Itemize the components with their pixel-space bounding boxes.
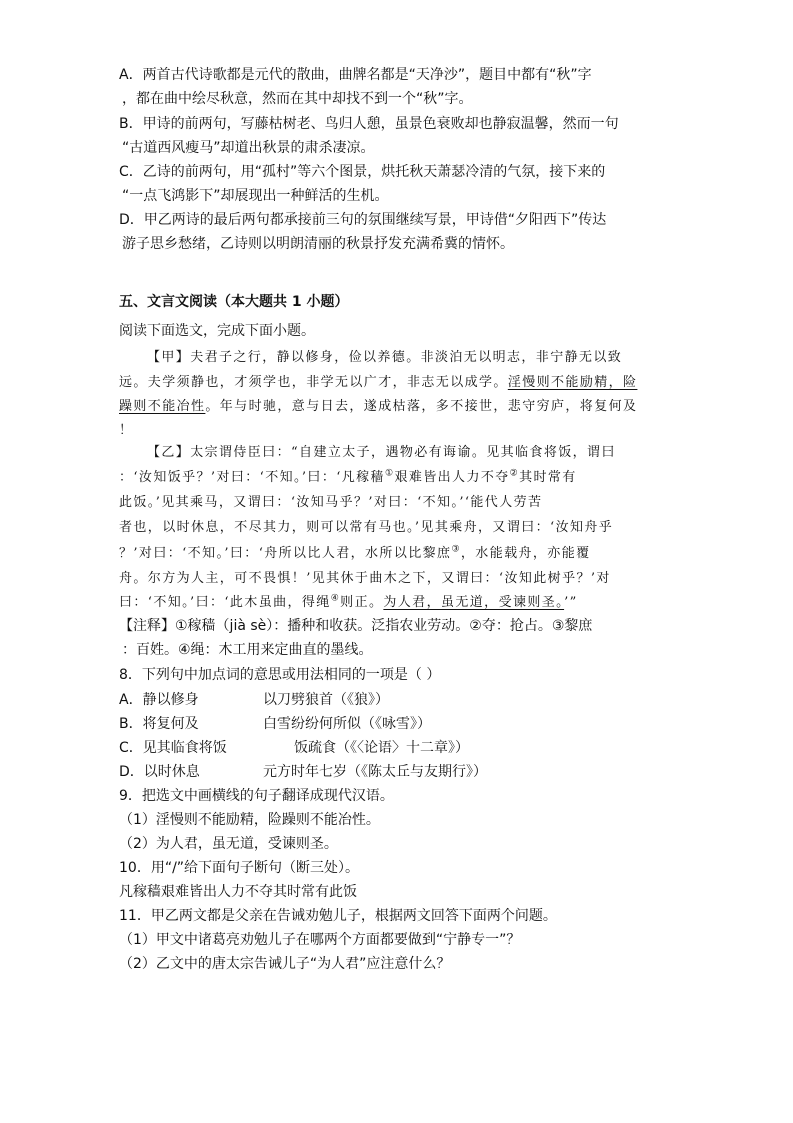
option-b-line-2: “古道西风瘦马”却道出秋景的肃杀凄凉。 bbox=[122, 140, 375, 156]
note-marker-2: ② bbox=[509, 468, 520, 479]
underlined-sentence-1a: 淫慢则不能励精，险 bbox=[507, 375, 638, 390]
passage-jia-line-2 bbox=[119, 374, 637, 392]
q8-option-d-right: 元方时年七岁（《陈太丘与友期行》） bbox=[263, 764, 487, 780]
passage-yi-text: ，水能载舟，亦能覆 bbox=[460, 546, 591, 561]
notes-line-1: 【注释】①稼穑（jià sè）：播种和收获。泛指农业劳动。②夺：抢占。③黎庶 bbox=[119, 618, 593, 634]
underlined-sentence-2: 为人君，虽无道，受谏则圣。 bbox=[383, 595, 565, 610]
passage-jia-line-3 bbox=[119, 398, 637, 416]
option-b-line-1: B．甲诗的前两句，写藤枯树老、鸟归人憩，虽景色衰败却也静寂温馨，然而一句 bbox=[119, 116, 619, 132]
q8-option-d-left: D．以时休息 bbox=[119, 764, 200, 780]
passage-jia-text: 远。夫学须静也，才须学也，非学无以广才，非志无以成学。 bbox=[119, 375, 508, 390]
passage-yi-text: 艰难皆出人力不夺 bbox=[394, 470, 510, 485]
passage-yi-text: ？’对曰：‘不知。’曰：‘舟所以比人君，水所以比黎庶 bbox=[119, 546, 452, 561]
q8-option-a-left: A．静以修身 bbox=[119, 692, 199, 708]
passage-yi-line-6: 舟。尔方为人主，可不畏惧！’见其休于曲木之下，又谓曰：‘汝知此树乎？’对 bbox=[119, 571, 611, 586]
option-a-line-1: A．两首古代诗歌都是元代的散曲，曲牌名都是“天净沙”，题目中都有“秋”字 bbox=[119, 67, 592, 83]
q9-part-1: （1）淫慢则不能励精，险躁则不能冶性。 bbox=[119, 812, 380, 828]
q9-stem: 9．把选文中画横线的句子翻译成现代汉语。 bbox=[119, 788, 394, 804]
passage-jia-line-4: ！ bbox=[119, 423, 134, 438]
q8-option-c-left: C．见其临食将饭 bbox=[119, 740, 227, 756]
passage-yi-line-3: 此饭。’见其乘马，又谓曰：‘汝知马乎？’对曰：‘不知。’‘能代人劳苦 bbox=[119, 495, 543, 510]
passage-yi-text: ：‘汝知饭乎？’对曰：‘不知。’曰：‘凡稼穑 bbox=[119, 470, 385, 485]
q8-option-b-right: 白雪纷纷何所似（《咏雪》） bbox=[263, 716, 431, 732]
passage-yi-line-4: 者也，以时休息，不尽其力，则可以常有马也。’见其乘舟，又谓曰：‘汝知舟乎 bbox=[119, 520, 614, 535]
option-c-line-2: “一点飞鸿影下”却展现出一种鲜活的生机。 bbox=[122, 188, 389, 204]
passage-yi-line-7 bbox=[119, 594, 578, 612]
underlined-sentence-1b: 躁则不能冶性 bbox=[119, 399, 206, 414]
passage-yi-text: 则正。 bbox=[340, 595, 384, 610]
q11-part-2: （2）乙文中的唐太宗告诫儿子“为人君”应注意什么？ bbox=[119, 956, 451, 972]
passage-yi-text: 曰：‘不知。’曰：‘此木虽曲，得绳 bbox=[119, 595, 331, 610]
option-a-line-2: ，都在曲中绘尽秋意，然而在其中却找不到一个“秋”字。 bbox=[122, 91, 473, 107]
q8-option-a-right: 以刀劈狼首（《狼》） bbox=[263, 692, 389, 708]
passage-yi-text: ’” bbox=[564, 595, 578, 610]
passage-yi-line-2 bbox=[119, 469, 577, 487]
q8-option-b-left: B．将复何及 bbox=[119, 716, 199, 732]
note-marker-3: ③ bbox=[451, 544, 461, 555]
q10-sentence: 凡稼穑艰难皆出人力不夺其时常有此饭 bbox=[119, 884, 357, 900]
q9-part-2: （2）为人君，虽无道，受谏则圣。 bbox=[119, 836, 338, 852]
option-d-line-1: D．甲乙两诗的最后两句都承接前三句的氛围继续写景，甲诗借“夕阳西下”传达 bbox=[119, 212, 607, 228]
section-instruction: 阅读下面选文，完成下面小题。 bbox=[119, 323, 315, 339]
passage-yi-line-1: 【乙】太宗谓侍臣曰：“自建立太子，遇物必有诲谕。见其临食将饭，谓曰 bbox=[147, 445, 616, 460]
passage-jia-text: 。年与时驰，意与日去，遂成枯落，多不接世，悲守穷庐，将复何及 bbox=[205, 399, 638, 414]
note-marker-1: ① bbox=[384, 468, 395, 479]
q8-stem: 8．下列句中加点词的意思或用法相同的一项是（ ） bbox=[119, 667, 441, 683]
notes-line-2: ：百姓。④绳：木工用来定曲直的墨线。 bbox=[122, 642, 373, 658]
note-marker-4: ④ bbox=[330, 593, 341, 604]
passage-jia-line-1: 【甲】夫君子之行，静以修身，俭以养德。非淡泊无以明志，非宁静无以致 bbox=[147, 350, 623, 365]
option-d-line-2: 游子思乡愁绪，乙诗则以明朗清丽的秋景抒发充满希冀的情怀。 bbox=[122, 236, 514, 252]
passage-yi-text: 其时常有 bbox=[519, 470, 577, 485]
q11-part-1: （1）甲文中诸葛亮劝勉儿子在哪两个方面都要做到“宁静专一”？ bbox=[119, 932, 521, 948]
q8-option-c-right: 饭疏食（《〈论语〉十二章》） bbox=[294, 740, 469, 756]
section-heading: 五、文言文阅读（本大题共 1 小题） bbox=[119, 294, 349, 310]
passage-yi-line-5 bbox=[119, 545, 591, 563]
option-c-line-1: C．乙诗的前两句，用“孤村”等六个图景，烘托秋天萧瑟冷清的气氛，接下来的 bbox=[119, 164, 606, 180]
q10-stem: 10．用“/”给下面句子断句（断三处）。 bbox=[119, 860, 360, 876]
q11-stem: 11．甲乙两文都是父亲在告诫劝勉儿子，根据两文回答下面两个问题。 bbox=[119, 908, 557, 924]
